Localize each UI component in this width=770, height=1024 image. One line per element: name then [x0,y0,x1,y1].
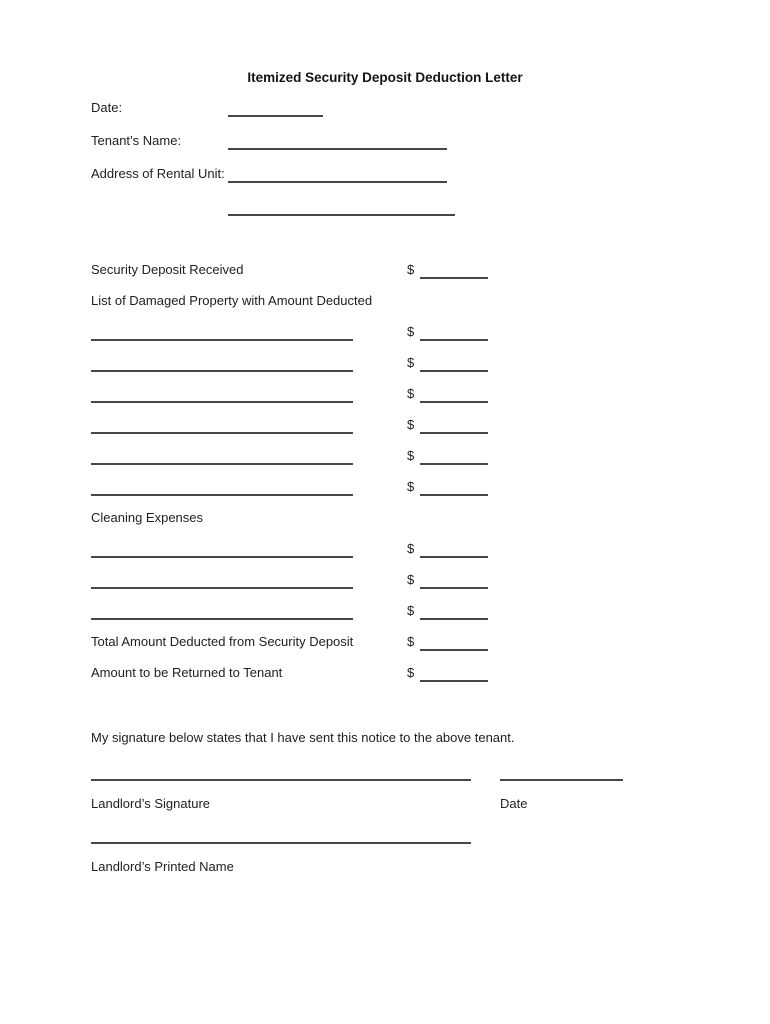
amount-line[interactable] [420,478,488,496]
tenant-name-label: Tenant’s Name: [91,133,182,148]
address-input-line[interactable] [228,165,447,183]
item-description-line[interactable] [91,323,353,341]
damaged-property-rows [91,323,710,496]
currency-symbol: $ [407,541,415,556]
damaged-property-heading: List of Damaged Property with Amount Deducted [91,293,373,308]
amount-line[interactable] [420,447,488,465]
document-content [0,99,770,876]
amount-cell [407,664,488,682]
total-deducted-label: Total Amount Deducted from Security Deposit [91,634,354,649]
amount-line[interactable] [420,602,488,620]
landlord-signature-label: Landlord’s Signature [91,796,211,811]
item-description-line[interactable] [91,385,353,403]
address-input-line-2[interactable] [228,198,455,216]
signature-statement: My signature below states that I have sent this notice to the above tenant. [91,730,515,745]
item-description-line[interactable] [91,478,353,496]
cleaning-expense-row [91,602,710,620]
amount-line[interactable] [420,571,488,589]
amount-cell [407,323,488,341]
security-deposit-amount-line[interactable] [420,261,488,279]
currency-symbol: $ [407,417,415,432]
header-fields [91,99,710,216]
amount-cell [407,540,488,558]
amount-cell [407,261,488,279]
amount-line[interactable] [420,385,488,403]
amount-cell [407,633,488,651]
amount-line[interactable] [420,354,488,372]
cleaning-expense-row [91,571,710,589]
currency-symbol: $ [407,572,415,587]
date-label: Date: [91,100,123,115]
damaged-property-row [91,416,710,434]
signature-date-line[interactable] [500,763,623,781]
item-description-line[interactable] [91,354,353,372]
deductions-section [91,261,710,682]
tenant-name-field-row [91,132,710,150]
item-description-line[interactable] [91,447,353,465]
cleaning-expenses-rows [91,540,710,620]
currency-symbol: $ [407,634,415,649]
item-description-line[interactable] [91,540,353,558]
amount-returned-row [91,664,710,682]
amount-returned-label: Amount to be Returned to Tenant [91,665,283,680]
currency-symbol: $ [407,355,415,370]
security-deposit-received-row [91,261,710,279]
amount-cell [407,571,488,589]
amount-line[interactable] [420,416,488,434]
cleaning-expenses-heading: Cleaning Expenses [91,510,204,525]
signature-labels-row [91,795,710,813]
amount-cell [407,478,488,496]
item-description-line[interactable] [91,571,353,589]
landlord-printed-name-label: Landlord’s Printed Name [91,859,234,874]
damaged-property-row [91,323,710,341]
amount-cell [407,447,488,465]
cleaning-expense-row [91,540,710,558]
signature-date-label: Date [500,796,528,811]
item-description-line[interactable] [91,416,353,434]
amount-cell [407,354,488,372]
currency-symbol: $ [407,448,415,463]
amount-line[interactable] [420,323,488,341]
signature-lines-row [91,763,710,781]
date-input-line[interactable] [228,99,323,117]
amount-line[interactable] [420,540,488,558]
printed-name-line-row [91,826,710,844]
tenant-name-input-line[interactable] [228,132,447,150]
address-field-row-2 [91,198,710,216]
currency-symbol: $ [407,479,415,494]
damaged-property-row [91,478,710,496]
amount-returned-amount-line[interactable] [420,664,488,682]
address-label: Address of Rental Unit: [91,166,225,181]
damaged-property-row [91,447,710,465]
damaged-property-row [91,385,710,403]
security-deposit-received-label: Security Deposit Received [91,262,244,277]
amount-cell [407,385,488,403]
total-deducted-amount-line[interactable] [420,633,488,651]
address-field-row [91,165,710,183]
document-title: Itemized Security Deposit Deduction Letter [247,70,523,85]
landlord-printed-name-line[interactable] [91,826,471,844]
damaged-property-row [91,354,710,372]
amount-cell [407,602,488,620]
item-description-line[interactable] [91,602,353,620]
currency-symbol: $ [407,262,415,277]
damaged-property-heading-row [91,292,710,310]
date-field-row [91,99,710,117]
currency-symbol: $ [407,665,415,680]
cleaning-expenses-heading-row [91,509,710,527]
total-deducted-row [91,633,710,651]
currency-symbol: $ [407,603,415,618]
amount-cell [407,416,488,434]
landlord-signature-line[interactable] [91,763,471,781]
currency-symbol: $ [407,386,415,401]
currency-symbol: $ [407,324,415,339]
